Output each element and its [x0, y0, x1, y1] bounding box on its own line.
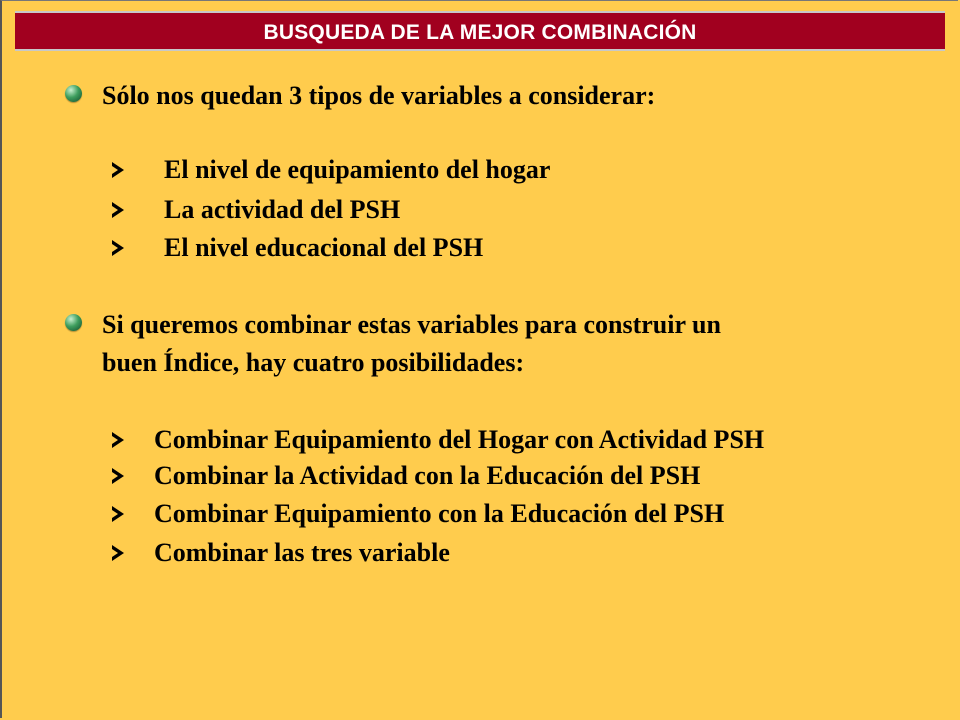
arrowhead-icon — [112, 240, 124, 256]
list-item — [112, 193, 400, 227]
list-item — [112, 423, 764, 457]
globe-bullet-icon — [65, 314, 82, 331]
arrowhead-icon — [112, 432, 124, 448]
arrowhead-icon — [112, 202, 124, 218]
arrowhead-icon — [112, 162, 124, 178]
arrowhead-icon — [112, 468, 124, 484]
section-2-heading-line-1: Si queremos combinar estas variables para construir un — [102, 310, 721, 339]
globe-bullet-icon — [65, 85, 82, 102]
list-item — [112, 459, 700, 493]
bullet-section-2 — [65, 308, 721, 380]
bullet-section-1 — [65, 79, 655, 113]
list-item — [112, 231, 483, 265]
list-item-label: Combinar Equipamiento con la Educación del PSH — [154, 499, 725, 528]
arrowhead-icon — [112, 506, 124, 522]
section-2-heading-line-2: buen Índice, hay cuatro posibilidades: — [102, 348, 525, 377]
list-item — [112, 536, 450, 570]
arrowhead-icon — [112, 545, 124, 561]
list-item-label: El nivel de equipamiento del hogar — [164, 155, 551, 184]
list-item-label: Combinar las tres variable — [154, 538, 450, 567]
list-item — [112, 497, 724, 531]
title-banner — [15, 11, 945, 51]
section-1-heading: Sólo nos quedan 3 tipos de variables a considerar: — [102, 81, 656, 110]
list-item-label: El nivel educacional del PSH — [164, 233, 484, 262]
slide-title: BUSQUEDA DE LA MEJOR COMBINACIÓN — [263, 20, 697, 44]
list-item-label: Combinar Equipamiento del Hogar con Actividad PSH — [154, 425, 765, 454]
list-item-label: Combinar la Actividad con la Educación del PSH — [154, 461, 701, 490]
section-2-heading — [102, 308, 721, 380]
list-item — [112, 153, 550, 187]
list-item-label: La actividad del PSH — [164, 195, 401, 224]
